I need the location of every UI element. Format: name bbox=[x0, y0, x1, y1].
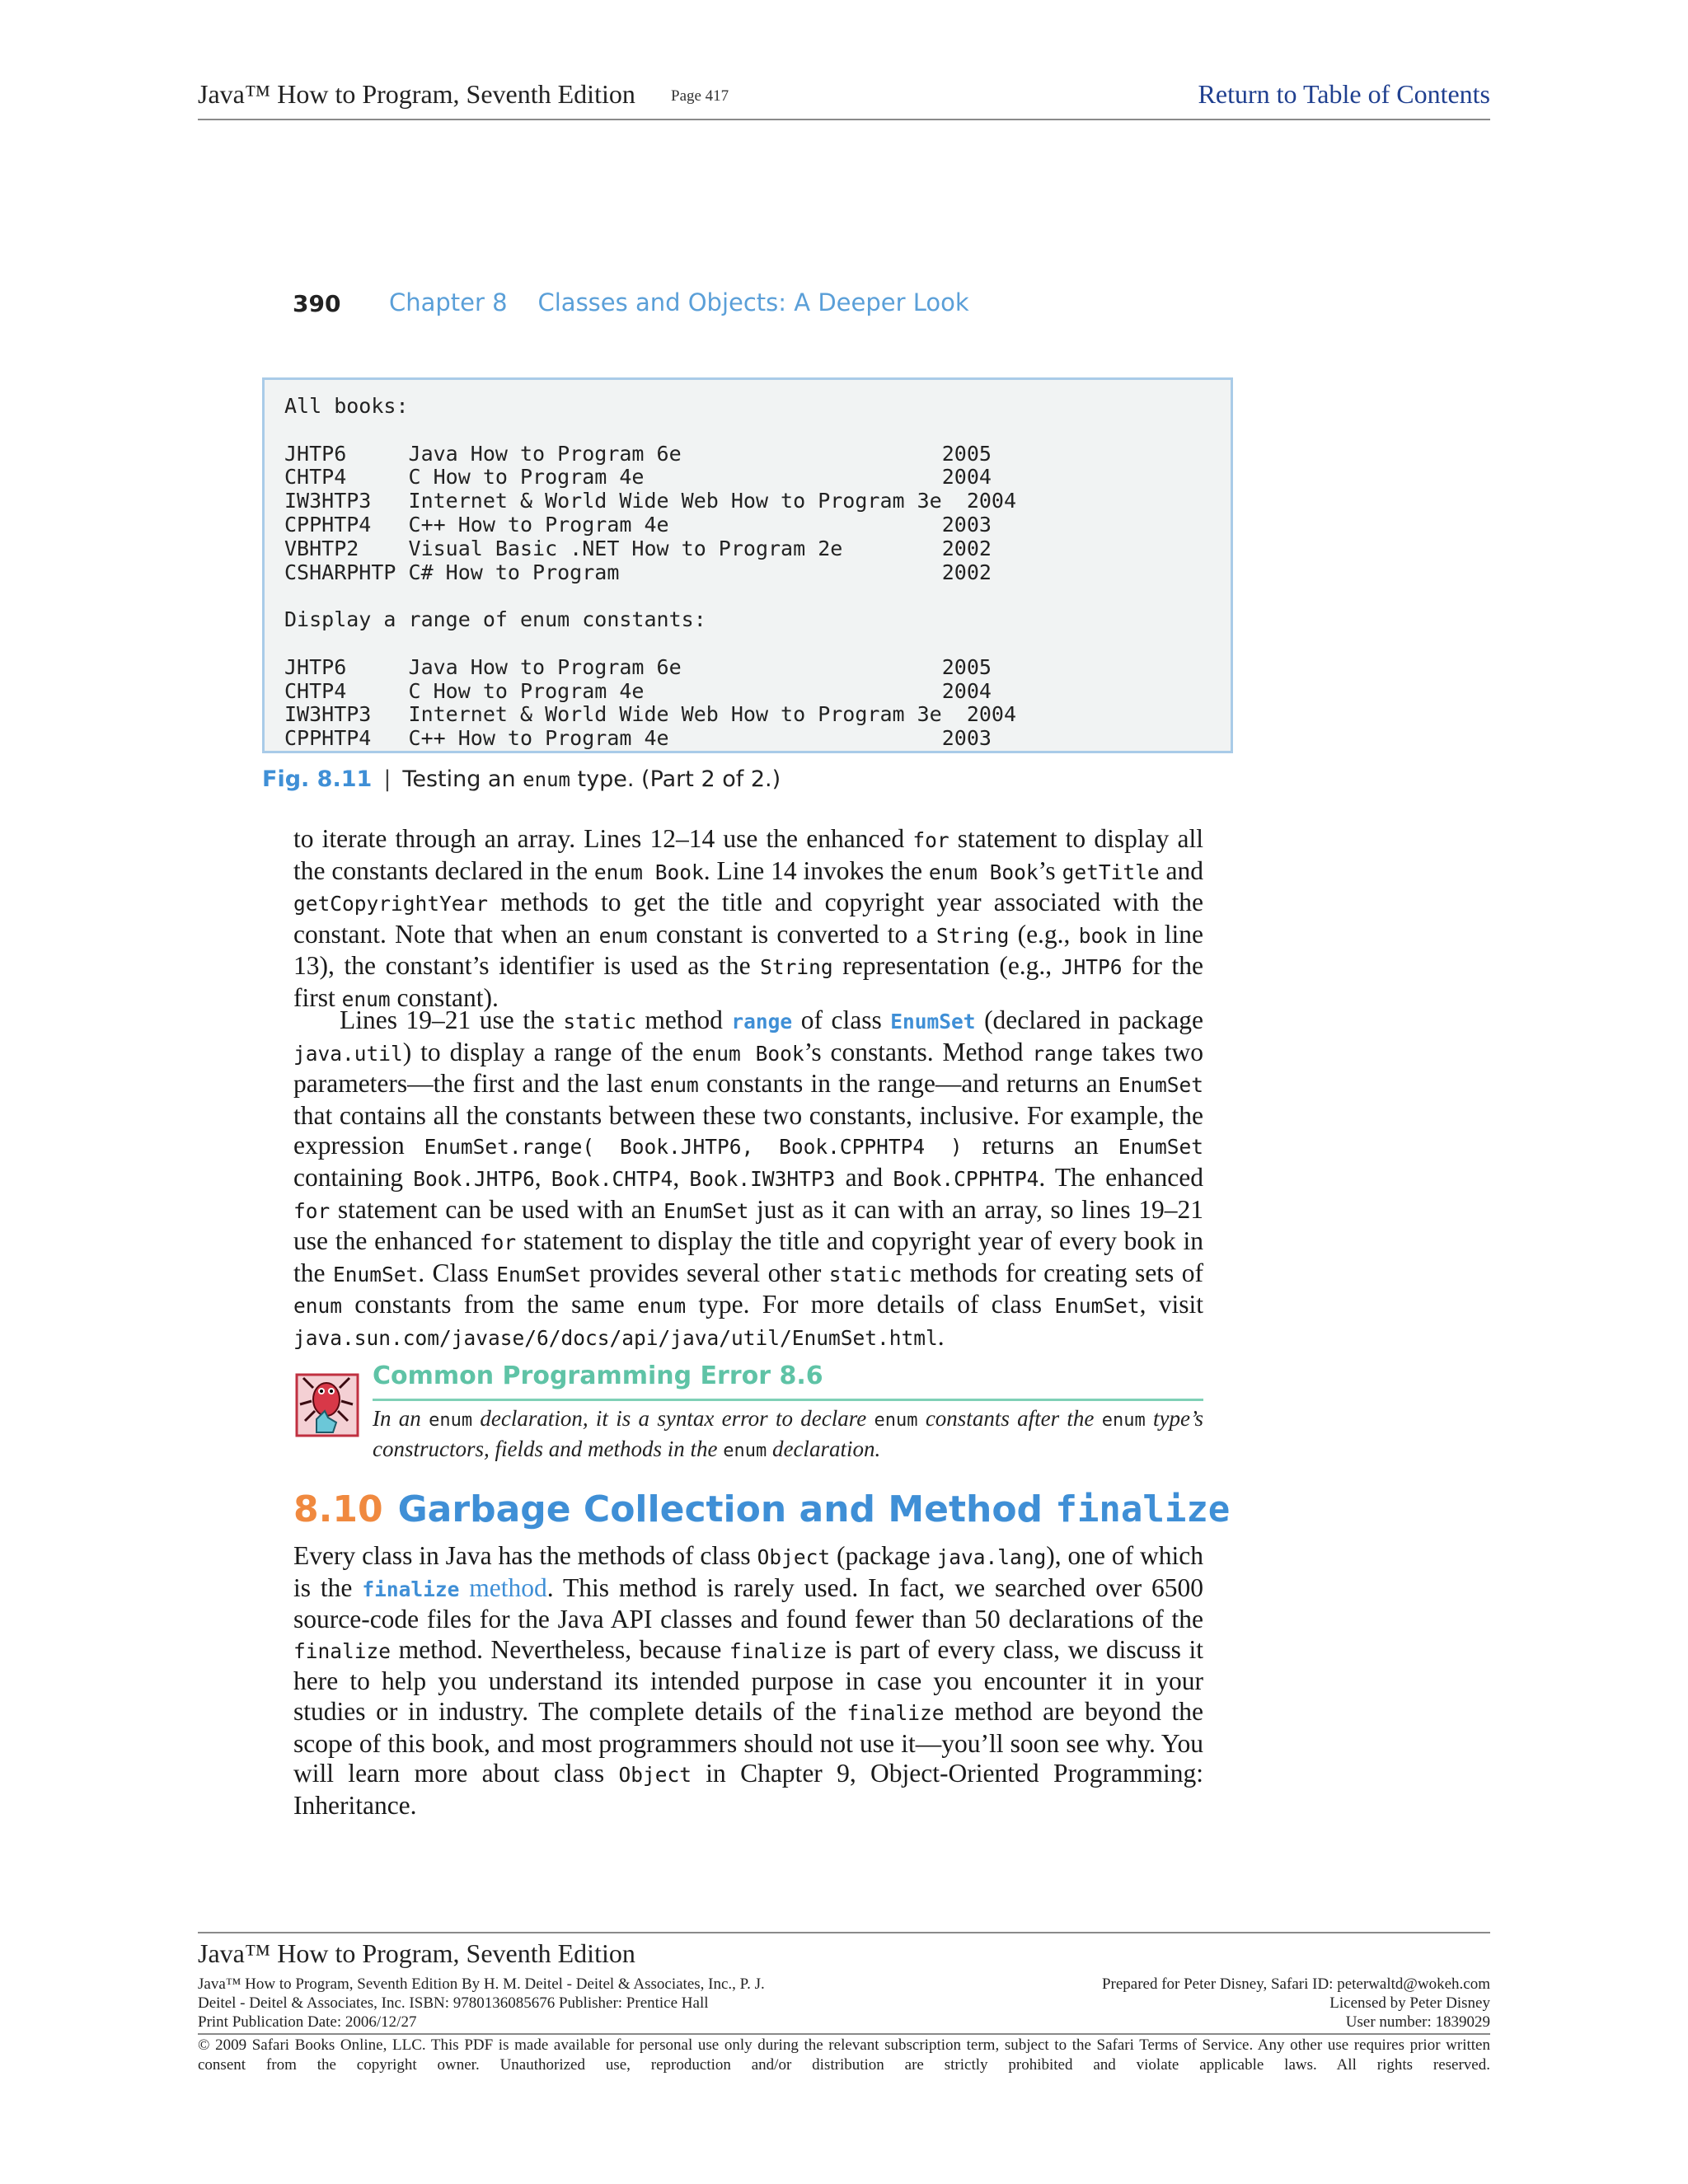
text-run: Every class in Java has the methods of class bbox=[293, 1541, 757, 1570]
text-run: . Class bbox=[418, 1258, 497, 1287]
text-run: returns an bbox=[962, 1131, 1118, 1160]
inline-code: getCopyrightYear bbox=[293, 892, 489, 916]
highlighted-term: range bbox=[731, 1010, 793, 1033]
page-footer bbox=[198, 1932, 1490, 2074]
caption-separator: | bbox=[383, 766, 392, 792]
inline-code: enum bbox=[649, 1073, 699, 1098]
section-title: Garbage Collection and Method bbox=[397, 1488, 1056, 1530]
footer-rule bbox=[198, 2033, 1490, 2035]
text-run: constants from the same bbox=[342, 1290, 638, 1319]
inline-code: Book.CPPHTP4 bbox=[893, 1166, 1039, 1191]
inline-code: Object bbox=[757, 1545, 831, 1569]
inline-code: enum bbox=[1101, 1410, 1146, 1431]
text-run: declaration, it is a syntax error to declare bbox=[472, 1406, 874, 1431]
inline-code: finalize bbox=[846, 1700, 945, 1725]
section-number: 8.10 bbox=[293, 1488, 383, 1530]
footer-right-line-1: Prepared for Peter Disney, Safari ID: peterwaltd@wokeh.com bbox=[1101, 1975, 1490, 1993]
inline-code: static bbox=[828, 1262, 903, 1286]
text-run: statement can be used with an bbox=[330, 1194, 664, 1224]
text-run: declaration. bbox=[767, 1436, 881, 1461]
inline-code: for bbox=[293, 1198, 331, 1223]
return-to-toc-link[interactable]: Return to Table of Contents bbox=[1198, 79, 1490, 109]
inline-code: book bbox=[1078, 923, 1128, 948]
text-run: type. For more details of class bbox=[686, 1290, 1055, 1319]
inline-code: EnumSet bbox=[496, 1262, 582, 1286]
inline-code: EnumSet bbox=[663, 1198, 749, 1223]
inline-code: EnumSet bbox=[1054, 1294, 1140, 1319]
common-error-text bbox=[373, 1404, 1203, 1465]
text-run: , bbox=[673, 1162, 690, 1192]
inline-code: Book.CHTP4 bbox=[551, 1166, 673, 1191]
text-run: ), one of which is the bbox=[293, 1541, 1203, 1602]
text-run: just as it can with an array, so lines 19–21 use the enhanced bbox=[293, 1194, 1203, 1256]
book-page-number: 390 bbox=[293, 290, 341, 317]
inline-code: enum bbox=[293, 1294, 343, 1319]
text-run: for the first bbox=[293, 951, 1204, 1012]
text-run: methods to get the title and copyright year associated with the constant. Note that when an bbox=[293, 888, 1203, 949]
text-run: , visit bbox=[1139, 1290, 1204, 1319]
inline-code: String bbox=[760, 955, 833, 980]
text-run: and bbox=[835, 1162, 893, 1192]
inline-code: java.lang bbox=[936, 1545, 1047, 1569]
caption-text-before: Testing an bbox=[402, 766, 523, 792]
inline-code: enum Book bbox=[593, 860, 704, 884]
text-run: constants after the bbox=[917, 1406, 1102, 1431]
highlighted-term: method bbox=[459, 1572, 547, 1602]
inline-code: for bbox=[912, 828, 950, 852]
footer-copyright: © 2009 Safari Books Online, LLC. This PDF is made available for personal use only during the relevant subscription term, subject to the Safari Terms of Service. Any other use requires prior written consent from the copyright owner. Unauthorized use, reproduction and/or distribution are strictly prohibited and violate applicable laws. All rights reserved. bbox=[198, 2036, 1490, 2074]
text-run: constant). bbox=[390, 982, 499, 1012]
footer-right-line-3: User number: 1839029 bbox=[1345, 2013, 1490, 2031]
figure-label: Fig. 8.11 bbox=[262, 766, 373, 792]
inline-code: getTitle bbox=[1062, 860, 1160, 884]
text-run: (e.g., bbox=[1009, 919, 1079, 949]
text-run: in line 13), the constant’s identifier is used as the bbox=[293, 919, 1203, 981]
program-output-box bbox=[262, 377, 1233, 753]
inline-code: enum bbox=[598, 923, 648, 948]
highlighted-term: finalize bbox=[362, 1577, 460, 1601]
text-run: is part of every class, we discuss it here to help you understand its intended purpose in case you encounter it in your studies or in industry. The complete details of the bbox=[293, 1634, 1203, 1726]
figure-caption bbox=[262, 766, 781, 792]
header-book-title: Java™ How to Program, Seventh Edition bbox=[198, 79, 635, 109]
footer-book-title: Java™ How to Program, Seventh Edition bbox=[198, 1938, 635, 1968]
text-run: that contains all the constants between these two constants, inclusive. For example, the expression bbox=[293, 1100, 1203, 1160]
caption-code: enum bbox=[523, 768, 570, 791]
text-run: . Line 14 invokes the bbox=[703, 855, 929, 885]
text-run: (declared in package bbox=[975, 1005, 1203, 1034]
common-error-title: Common Programming Error 8.6 bbox=[373, 1361, 823, 1390]
text-run: takes two parameters—the first and the last bbox=[293, 1037, 1203, 1099]
text-run: Lines 19–21 use the bbox=[340, 1005, 564, 1034]
inline-code: EnumSet.range( Book.JHTP6, Book.CPPHTP4 ) bbox=[424, 1135, 963, 1160]
text-run: to iterate through an array. Lines 12–14 use the enhanced bbox=[293, 824, 913, 853]
inline-code: EnumSet bbox=[1118, 1073, 1203, 1098]
inline-code: enum bbox=[429, 1410, 473, 1431]
inline-code: enum bbox=[341, 987, 391, 1011]
chapter-running-head: Chapter 8 Classes and Objects: A Deeper Look bbox=[389, 288, 969, 316]
text-run: . The enhanced bbox=[1039, 1162, 1203, 1192]
page-header bbox=[198, 76, 1490, 120]
text-run: (package bbox=[830, 1541, 937, 1570]
text-run: containing bbox=[293, 1162, 414, 1192]
text-run: ) to display a range of the bbox=[402, 1037, 692, 1066]
text-run: constants in the range—and returns an bbox=[698, 1069, 1118, 1099]
inline-code: range bbox=[1032, 1041, 1094, 1066]
text-run: method bbox=[635, 1005, 732, 1034]
section-title-code: finalize bbox=[1055, 1488, 1231, 1530]
body-paragraph-2 bbox=[293, 1005, 1203, 1354]
inline-code: finalize bbox=[729, 1638, 827, 1663]
footer-left-line-3: Print Publication Date: 2006/12/27 bbox=[198, 2013, 417, 2031]
highlighted-term: EnumSet bbox=[890, 1010, 976, 1033]
inline-code: finalize bbox=[293, 1638, 392, 1663]
caption-text-after: type. (Part 2 of 2.) bbox=[570, 766, 781, 792]
common-error-rule bbox=[373, 1399, 1203, 1401]
inline-code: static bbox=[563, 1010, 636, 1033]
text-run: provides several other bbox=[581, 1258, 829, 1287]
text-run: method are beyond the scope of this book, and most programmers should not use it—you’ll soon see why. You will learn more about class bbox=[293, 1696, 1203, 1788]
text-run: . This method is rarely used. In fact, we searched over 6500 source-code files for the Java API classes and found fewer than 50 declarations of the bbox=[293, 1572, 1203, 1634]
text-run: methods for creating sets of bbox=[902, 1258, 1204, 1287]
bug-icon bbox=[295, 1371, 361, 1439]
text-run: ’s bbox=[1038, 855, 1062, 885]
text-run: in Chapter 9, Object-Oriented Programming: Inheritance. bbox=[293, 1759, 1203, 1820]
inline-code: EnumSet bbox=[1118, 1135, 1203, 1160]
text-run: and bbox=[1159, 855, 1203, 885]
section-heading bbox=[293, 1488, 1230, 1530]
header-page-label: Page 417 bbox=[671, 87, 729, 105]
text-run: statement to display all the constants declared in the bbox=[293, 824, 1203, 885]
text-run: of class bbox=[792, 1005, 891, 1034]
inline-code: java.sun.com/javase/6/docs/api/java/util/EnumSet.html bbox=[293, 1325, 938, 1350]
text-run: statement to display the title and copyright year of every book in the bbox=[293, 1226, 1204, 1287]
text-run: . bbox=[937, 1321, 945, 1351]
inline-code: Object bbox=[618, 1763, 692, 1788]
inline-code: enum bbox=[637, 1294, 687, 1319]
footer-left-line-1: Java™ How to Program, Seventh Edition By H. M. Deitel - Deitel & Associates, Inc., P. J. bbox=[198, 1975, 765, 1993]
inline-code: java.util bbox=[293, 1041, 403, 1066]
inline-code: EnumSet bbox=[332, 1262, 419, 1286]
text-run: type’s constructors, fields and methods in the bbox=[373, 1406, 1203, 1461]
body-paragraph-3 bbox=[293, 1541, 1203, 1821]
text-run: representation (e.g., bbox=[832, 951, 1062, 981]
footer-right-line-2: Licensed by Peter Disney bbox=[1329, 1994, 1490, 2012]
inline-code: enum Book bbox=[692, 1041, 804, 1066]
text-run: method. Nevertheless, because bbox=[391, 1634, 729, 1664]
text-run: ’s constants. Method bbox=[804, 1037, 1033, 1066]
inline-code: enum Book bbox=[928, 860, 1039, 884]
body-paragraph-1 bbox=[293, 824, 1203, 1015]
inline-code: enum bbox=[723, 1441, 767, 1461]
text-run: In an bbox=[373, 1406, 429, 1431]
inline-code: for bbox=[479, 1230, 517, 1255]
inline-code: Book.IW3HTP3 bbox=[689, 1166, 836, 1191]
text-run: , bbox=[534, 1162, 551, 1192]
footer-left-line-2: Deitel - Deitel & Associates, Inc. ISBN: 9780136085676 Publisher: Prentice Hall bbox=[198, 1994, 709, 2012]
inline-code: Book.JHTP6 bbox=[413, 1166, 535, 1191]
inline-code: JHTP6 bbox=[1061, 955, 1123, 980]
text-run: constant is converted to a bbox=[647, 919, 936, 949]
inline-code: enum bbox=[874, 1410, 918, 1431]
program-output-text: All books: JHTP6 Java How to Program 6e 2005 CHTP4 C How to Program 4e 2004 IW3HTP3 Internet & World Wide Web How to Program 3e 2004 CPPHTP4 C++ How to Program 4e 2003 VBHTP2 Visual Basic .NET How to Program 2e 2002 CSHARPHTP C# How to Program 2002 Display a range of enum constants: JHTP6 Java How to Program 6e 2005 CHTP4 C How to Program 4e 2004 IW3HTP3 Internet & World Wide Web How to Program 3e 2004 CPPHTP4 C++ How to Program 4e 2003 bbox=[284, 394, 1017, 751]
inline-code: String bbox=[935, 923, 1010, 948]
